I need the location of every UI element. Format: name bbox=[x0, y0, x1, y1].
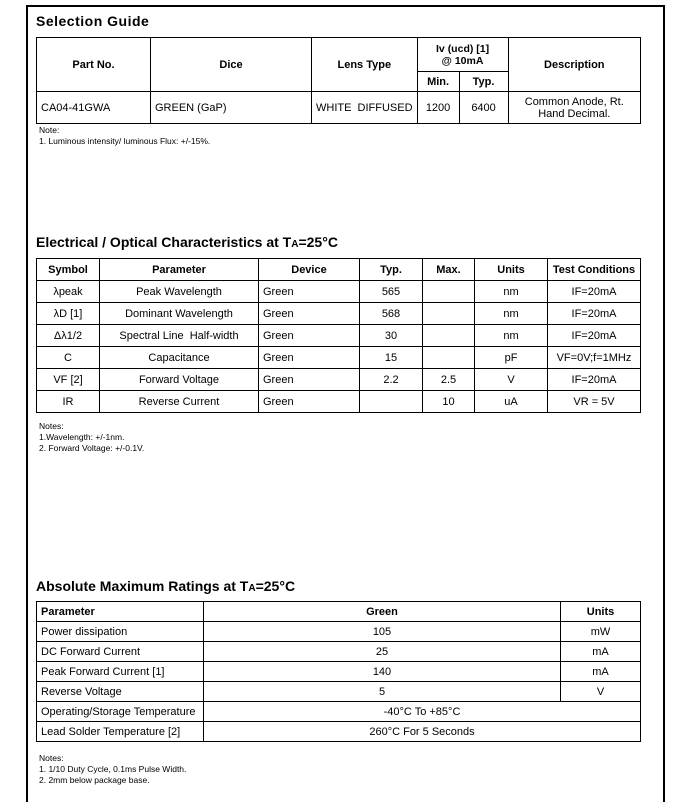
table-row bbox=[37, 303, 641, 325]
table-row bbox=[37, 682, 641, 702]
cell-parameter: Capacitance bbox=[100, 347, 259, 369]
header-symbol: Symbol bbox=[37, 259, 100, 281]
cell-value: -40°C To +85°C bbox=[204, 702, 641, 722]
table-row bbox=[37, 281, 641, 303]
header-iv-line2: @ 10mA bbox=[441, 54, 484, 67]
table-row bbox=[37, 369, 641, 391]
table-row bbox=[37, 702, 641, 722]
cell-typ: 15 bbox=[360, 347, 423, 369]
table-row bbox=[37, 622, 641, 642]
cell-typ: 568 bbox=[360, 303, 423, 325]
cell-min: 1200 bbox=[417, 92, 459, 124]
cell-device: Green bbox=[259, 347, 360, 369]
cell-parameter: Operating/Storage Temperature bbox=[37, 702, 204, 722]
cell-max bbox=[423, 303, 475, 325]
header-lens-type: Lens Type bbox=[312, 38, 418, 92]
header-min: Min. bbox=[417, 72, 459, 92]
cell-parameter: Forward Voltage bbox=[100, 369, 259, 391]
header-description: Description bbox=[508, 38, 640, 92]
cell-symbol: IR bbox=[37, 391, 100, 413]
cell-parameter: Spectral Line Half-width bbox=[100, 325, 259, 347]
header-iv-line1: Iv (ucd) [1] bbox=[436, 42, 490, 55]
cell-value: 105 bbox=[204, 622, 561, 642]
cell-condition: IF=20mA bbox=[548, 303, 641, 325]
selection-guide-title: Selection Guide bbox=[36, 13, 150, 29]
cell-value: 140 bbox=[204, 662, 561, 682]
cell-parameter: DC Forward Current bbox=[37, 642, 204, 662]
table-row bbox=[37, 325, 641, 347]
cell-symbol: C bbox=[37, 347, 100, 369]
cell-part-no: CA04-41GWA bbox=[37, 92, 151, 124]
note-line: 1. 1/10 Duty Cycle, 0.1ms Pulse Width. bbox=[39, 764, 187, 774]
cell-max bbox=[423, 281, 475, 303]
cell-typ: 30 bbox=[360, 325, 423, 347]
cell-device: Green bbox=[259, 303, 360, 325]
cell-units: mA bbox=[561, 642, 641, 662]
cell-units: V bbox=[475, 369, 548, 391]
selection-guide-table bbox=[36, 37, 641, 124]
cell-condition: IF=20mA bbox=[548, 281, 641, 303]
header-test-conditions: Test Conditions bbox=[548, 259, 641, 281]
cell-description-line1: Common Anode, Rt. bbox=[524, 95, 624, 108]
cell-units: V bbox=[561, 682, 641, 702]
cell-units: nm bbox=[475, 281, 548, 303]
cell-parameter: Peak Forward Current [1] bbox=[37, 662, 204, 682]
cell-symbol: λD [1] bbox=[37, 303, 100, 325]
cell-symbol: VF [2] bbox=[37, 369, 100, 391]
header-units: Units bbox=[561, 602, 641, 622]
note-line: 1. Luminous intensity/ luminous Flux: +/-15%. bbox=[39, 136, 211, 146]
header-max: Max. bbox=[423, 259, 475, 281]
cell-condition: IF=20mA bbox=[548, 325, 641, 347]
note-line: 2. Forward Voltage: +/-0.1V. bbox=[39, 443, 145, 453]
cell-max bbox=[423, 325, 475, 347]
cell-max bbox=[423, 347, 475, 369]
cell-dice: GREEN (GaP) bbox=[151, 92, 312, 124]
cell-typ: 2.2 bbox=[360, 369, 423, 391]
header-part-no: Part No. bbox=[37, 38, 151, 92]
electrical-title-prefix: Electrical / Optical Characteristics at T bbox=[36, 234, 292, 250]
header-device: Device bbox=[259, 259, 360, 281]
cell-units: uA bbox=[475, 391, 548, 413]
cell-typ: 6400 bbox=[459, 92, 508, 124]
absolute-notes bbox=[39, 753, 186, 786]
cell-typ bbox=[360, 391, 423, 413]
cell-description bbox=[508, 92, 640, 124]
cell-parameter: Power dissipation bbox=[37, 622, 204, 642]
absolute-table bbox=[36, 601, 641, 742]
electrical-title-sub: A bbox=[291, 239, 299, 250]
absolute-title-prefix: Absolute Maximum Ratings at T bbox=[36, 578, 249, 594]
cell-units: pF bbox=[475, 347, 548, 369]
cell-parameter: Peak Wavelength bbox=[100, 281, 259, 303]
note-line: Notes: bbox=[39, 753, 64, 763]
table-row bbox=[37, 391, 641, 413]
cell-value: 25 bbox=[204, 642, 561, 662]
header-parameter: Parameter bbox=[37, 602, 204, 622]
cell-device: Green bbox=[259, 325, 360, 347]
cell-parameter: Reverse Voltage bbox=[37, 682, 204, 702]
cell-parameter: Lead Solder Temperature [2] bbox=[37, 722, 204, 742]
header-typ: Typ. bbox=[360, 259, 423, 281]
cell-parameter: Reverse Current bbox=[100, 391, 259, 413]
electrical-title bbox=[36, 234, 338, 250]
electrical-title-suffix: =25°C bbox=[298, 234, 338, 250]
cell-max: 2.5 bbox=[423, 369, 475, 391]
note-line: Note: bbox=[39, 125, 60, 135]
cell-max: 10 bbox=[423, 391, 475, 413]
selection-guide-notes bbox=[39, 125, 210, 147]
header-dice: Dice bbox=[151, 38, 312, 92]
header-green: Green bbox=[204, 602, 561, 622]
note-line: 2. 2mm below package base. bbox=[39, 775, 150, 785]
cell-parameter: Dominant Wavelength bbox=[100, 303, 259, 325]
header-typ: Typ. bbox=[459, 72, 508, 92]
absolute-title-sub: A bbox=[248, 583, 256, 594]
table-row bbox=[37, 662, 641, 682]
header-iv bbox=[417, 38, 508, 72]
note-line: 1.Wavelength: +/-1nm. bbox=[39, 432, 125, 442]
table-row bbox=[37, 642, 641, 662]
cell-symbol: λpeak bbox=[37, 281, 100, 303]
table-row bbox=[37, 722, 641, 742]
cell-description-line2: Hand Decimal. bbox=[538, 107, 611, 120]
cell-value: 260°C For 5 Seconds bbox=[204, 722, 641, 742]
header-units: Units bbox=[475, 259, 548, 281]
header-parameter: Parameter bbox=[100, 259, 259, 281]
absolute-title bbox=[36, 578, 295, 594]
cell-device: Green bbox=[259, 391, 360, 413]
cell-device: Green bbox=[259, 281, 360, 303]
cell-condition: IF=20mA bbox=[548, 369, 641, 391]
absolute-title-suffix: =25°C bbox=[255, 578, 296, 594]
cell-device: Green bbox=[259, 369, 360, 391]
note-line: Notes: bbox=[39, 421, 64, 431]
electrical-notes bbox=[39, 421, 144, 454]
cell-units: nm bbox=[475, 325, 548, 347]
cell-lens-type: WHITE DIFFUSED bbox=[312, 92, 418, 124]
cell-condition: VF=0V;f=1MHz bbox=[548, 347, 641, 369]
table-row bbox=[37, 347, 641, 369]
cell-units: mW bbox=[561, 622, 641, 642]
cell-typ: 565 bbox=[360, 281, 423, 303]
cell-condition: VR = 5V bbox=[548, 391, 641, 413]
cell-value: 5 bbox=[204, 682, 561, 702]
cell-units: mA bbox=[561, 662, 641, 682]
electrical-table bbox=[36, 258, 641, 413]
cell-units: nm bbox=[475, 303, 548, 325]
cell-symbol: Δλ1/2 bbox=[37, 325, 100, 347]
